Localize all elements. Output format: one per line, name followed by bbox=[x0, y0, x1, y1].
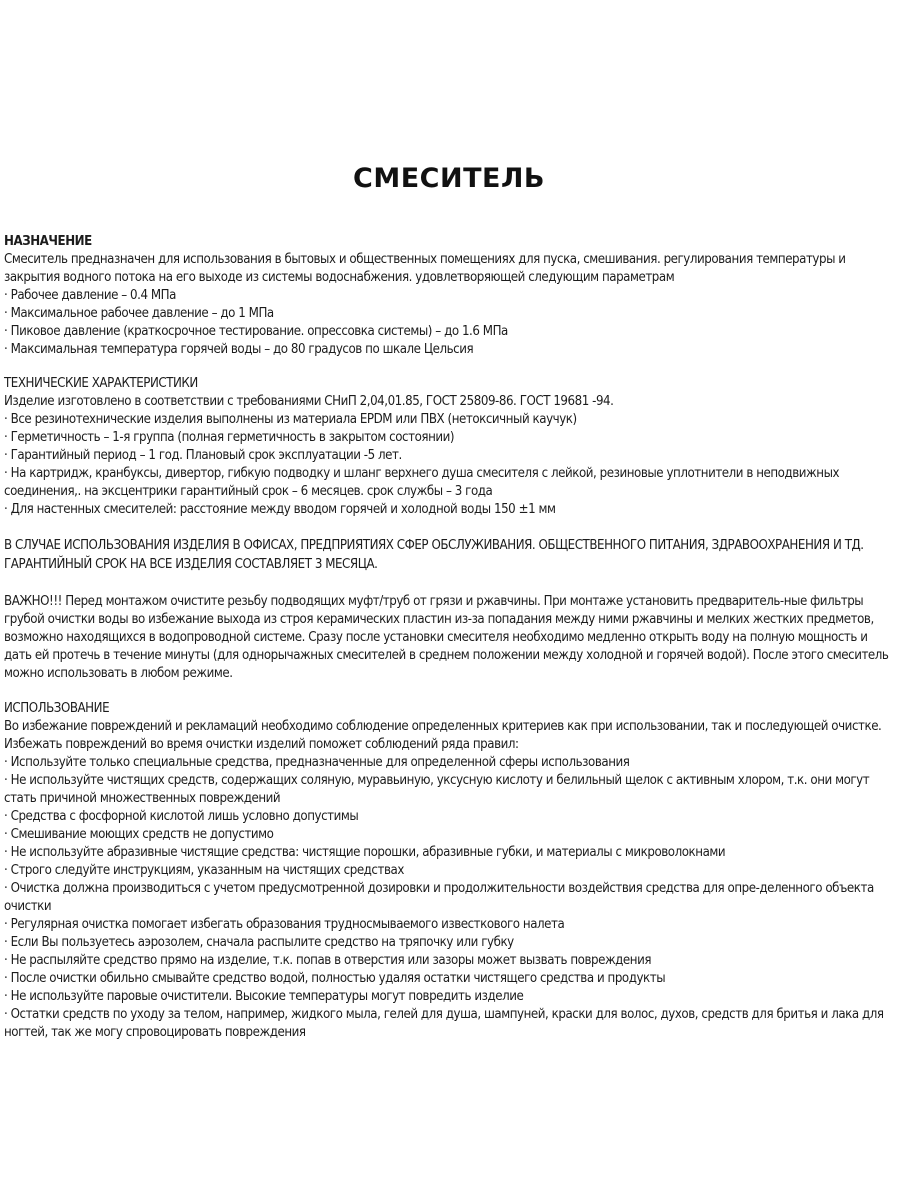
list-item: · Смешивание моющих средств не допустимо bbox=[4, 827, 274, 842]
specs-list bbox=[4, 411, 894, 519]
document-body bbox=[4, 233, 894, 1042]
purpose-intro: Смеситель предназначен для использования в бытовых и общественных помещениях для пуска, смешивания. регулирования температуры и закрытия водного потока на его выходе из системы водоснабжения. удовлетворяющей следующим параметрам bbox=[4, 252, 846, 285]
list-item: · Не используйте паровые очистители. Высокие температуры могут повредить изделие bbox=[4, 989, 524, 1004]
usage-heading: ИСПОЛЬЗОВАНИЕ bbox=[4, 701, 110, 716]
list-item: · Регулярная очистка помогает избегать образования трудносмываемого известкового налета bbox=[4, 917, 565, 932]
list-item: · Пиковое давление (краткосрочное тестирование. опрессовка системы) – до 1.6 МПа bbox=[4, 324, 508, 339]
usage-list bbox=[4, 754, 894, 1042]
list-item: · Максимальная температура горячей воды – до 80 градусов по шкале Цельсия bbox=[4, 342, 474, 357]
list-item: · Очистка должна производиться с учетом предусмотренной дозировки и продолжительности воздействия средства для опре-деленного объекта очистки bbox=[4, 881, 874, 914]
specs-intro: Изделие изготовлено в соответствии с требованиями СНиП 2,04,01.85, ГОСТ 25809-86. ГОСТ 19681 -94. bbox=[4, 394, 614, 409]
list-item: · Рабочее давление – 0.4 МПа bbox=[4, 288, 176, 303]
usage-section bbox=[4, 700, 894, 1042]
specs-section bbox=[4, 375, 894, 519]
important-note: ВАЖНО!!! Перед монтажом очистите резьбу подводящих муфт/труб от грязи и ржавчины. При монтаже установить предваритель-ные фильтры грубой очистки воды во избежание выхода из строя керамических пластин из-за попадания между ними ржавчины и мелких жестких предметов, возможно находящихся в водопроводной системе. Сразу после установки смесителя необходимо медленно открыть воду на полную мощность и дать ей протечь в течение минуты (для однорычажных смесителей в среднем положении между холодной и горячей водой). После этого смеситель можно использовать в любом режиме. bbox=[4, 594, 889, 681]
list-item: · Гарантийный период – 1 год. Плановый срок эксплуатации -5 лет. bbox=[4, 448, 402, 463]
specs-heading: ТЕХНИЧЕСКИЕ ХАРАКТЕРИСТИКИ bbox=[4, 376, 198, 391]
purpose-list bbox=[4, 287, 894, 359]
warranty-notice: В СЛУЧАЕ ИСПОЛЬЗОВАНИЯ ИЗДЕЛИЯ В ОФИСАХ, ПРЕДПРИЯТИЯХ СФЕР ОБСЛУЖИВАНИЯ. ОБЩЕСТВЕННОГО ПИТАНИЯ, ЗДРАВООХРАНЕНИЯ И ТД. ГАРАНТИЙНЫЙ СРОК НА ВСЕ ИЗДЕЛИЯ СОСТАВЛЯЕТ 3 МЕСЯЦА. bbox=[4, 538, 864, 572]
list-item: · Не распыляйте средство прямо на изделие, т.к. попав в отверстия или зазоры может вызвать повреждения bbox=[4, 953, 652, 968]
list-item: · Не используйте абразивные чистящие средства: чистящие порошки, абразивные губки, и материалы с микроволокнами bbox=[4, 845, 726, 860]
list-item: · Герметичность – 1-я группа (полная герметичность в закрытом состоянии) bbox=[4, 430, 455, 445]
list-item: · Максимальное рабочее давление – до 1 МПа bbox=[4, 306, 274, 321]
list-item: · Если Вы пользуетесь аэрозолем, сначала распылите средство на тряпочку или губку bbox=[4, 935, 514, 950]
page-title: СМЕСИТЕЛЬ bbox=[353, 163, 545, 194]
purpose-heading: НАЗНАЧЕНИЕ bbox=[4, 234, 92, 249]
list-item: · На картридж, кранбуксы, дивертор, гибкую подводку и шланг верхнего душа смесителя с лейкой, резиновые уплотнители в неподвижных соединения,. на эксцентрики гарантийный срок – 6 месяцев. срок службы – 3 года bbox=[4, 466, 840, 499]
list-item: · Для настенных смесителей: расстояние между вводом горячей и холодной воды 150 ±1 мм bbox=[4, 502, 556, 517]
list-item: · После очистки обильно смывайте средство водой, полностью удаляя остатки чистящего средства и продукты bbox=[4, 971, 666, 986]
list-item: · Не используйте чистящих средств, содержащих соляную, муравьиную, уксусную кислоту и белильный щелок с активным хлором, т.к. они могут стать причиной множественных повреждений bbox=[4, 773, 870, 806]
list-item: · Средства с фосфорной кислотой лишь условно допустимы bbox=[4, 809, 359, 824]
list-item: · Используйте только специальные средства, предназначенные для определенной сферы использования bbox=[4, 755, 630, 770]
purpose-section bbox=[4, 233, 894, 359]
list-item: · Строго следуйте инструкциям, указанным на чистящих средствах bbox=[4, 863, 404, 878]
list-item: · Остатки средств по уходу за телом, например, жидкого мыла, гелей для душа, шампуней, краски для волос, духов, средств для бритья и лака для ногтей, так же могу спровоцировать повреждения bbox=[4, 1007, 884, 1040]
usage-intro: Во избежание повреждений и рекламаций необходимо соблюдение определенных критериев как при использовании, так и последующей очистке. Избежать повреждений во время очистки изделий поможет соблюдений ряда правил: bbox=[4, 719, 882, 752]
list-item: · Все резинотехнические изделия выполнены из материала EPDM или ПВХ (нетоксичный каучук) bbox=[4, 412, 577, 427]
